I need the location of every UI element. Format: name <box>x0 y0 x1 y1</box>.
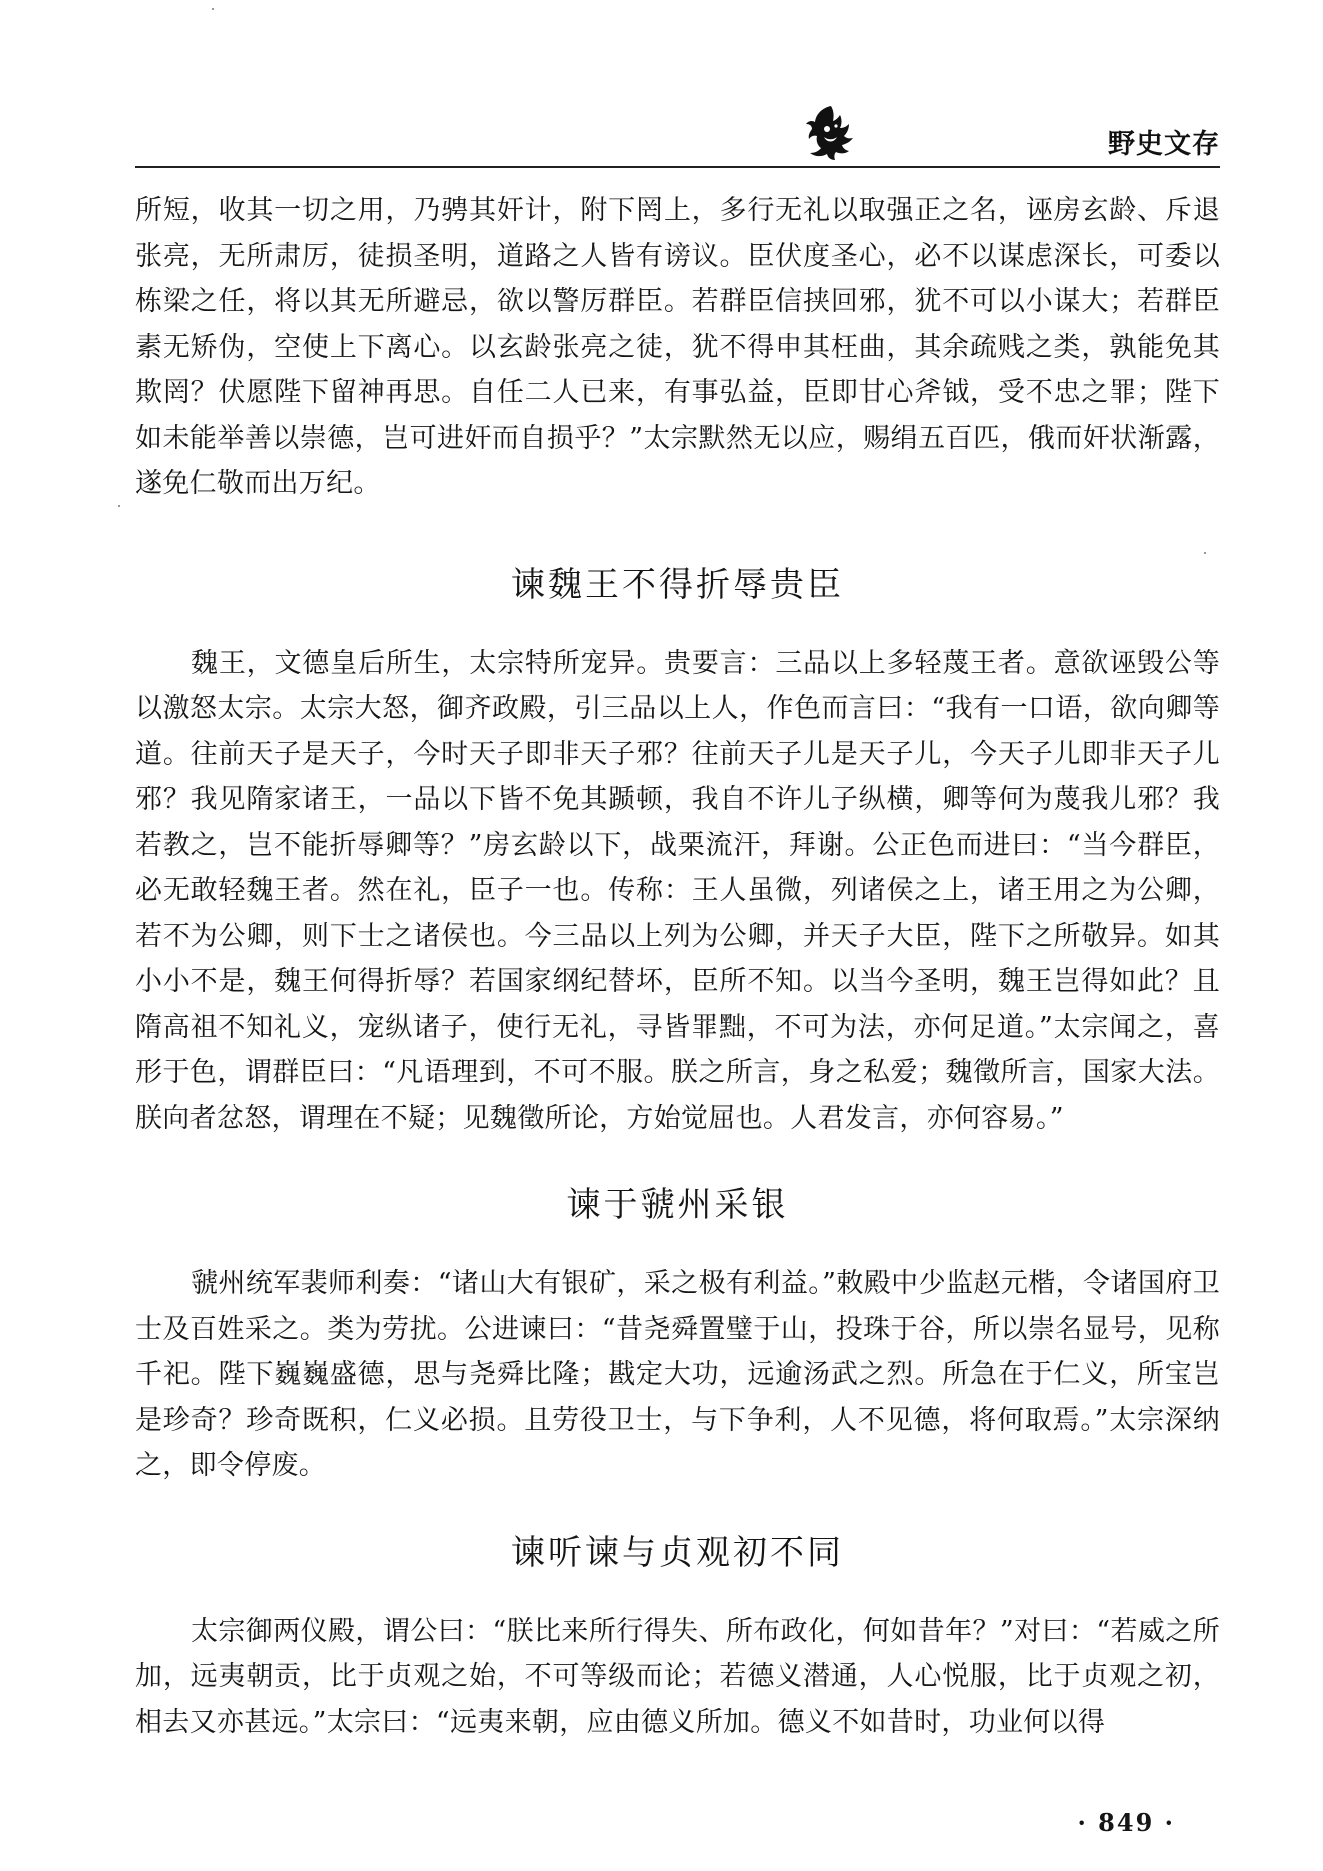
header-rule <box>135 166 1220 168</box>
page-body <box>135 188 1220 1745</box>
section-paragraph-2: 虢州统军裴师利奏：“诸山大有银矿，采之极有利益。”敕殿中少监赵元楷，令诸国府卫士及百姓采之。类为劳扰。公进谏曰：“昔尧舜置璧于山，投珠于谷，所以崇名显号，见称千祀。陛下巍巍盛德，思与尧舜比隆；戡定大功，远逾汤武之烈。所急在于仁义，所宝岂是珍奇？珍奇既积，仁义必损。且劳役卫士，与下争利，人不见德，将何取焉。”太宗深纳之，即令停废。 <box>135 1268 1220 1481</box>
section-paragraph-3: 太宗御两仪殿，谓公曰：“朕比来所行得失、所布政化，何如昔年？”对曰：“若威之所加，远夷朝贡，比于贞观之始，不可等级而论；若德义潜通，人心悦服，比于贞观之初，相去又亦甚远。”太宗曰：“远夷来朝，应由德义所加。德义不如昔时，功业何以得 <box>135 1615 1220 1738</box>
section-heading-3: 谏听谏与贞观初不同 <box>511 1532 844 1573</box>
section-heading-2: 谏于虢州采银 <box>566 1185 789 1225</box>
section-paragraph-1: 魏王，文德皇后所生，太宗特所宠异。贵要言：三品以上多轻蔑王者。意欲诬毁公等以激怒太宗。太宗大怒，御齐政殿，引三品以上人，作色而言曰：“我有一口语，欲向卿等道。往前天子是天子，今时天子即非天子邪？往前天子儿是天子儿，今天子儿即非天子儿邪？我见隋家诸王，一品以下皆不免其踬顿，我自不许儿子纵横，卿等何为蔑我儿邪？我若教之，岂不能折辱卿等？”房玄龄以下，战栗流汗，拜谢。公正色而进曰：“当今群臣，必无敢轻魏王者。然在礼，臣子一也。传称：王人虽微，列诸侯之上，诸王用之为公卿，若不为公卿，则下士之诸侯也。今三品以上列为公卿，并天子大臣，陛下之所敬异。如其小小不是，魏王何得折辱？若国家纲纪替坏，臣所不知。以当今圣明，魏王岂得如此？且隋高祖不知礼义，宠纵诸子，使行无礼，寻皆罪黜，不可为法，亦何足道。”太宗闻之，喜形于色，谓群臣曰：“凡语理到，不可不服。朕之所言，身之私爱；魏徵所言，国家大法。朕向者忿怒，谓理在不疑；见魏徵所论，方始觉屈也。人君发言，亦何容易。” <box>135 647 1220 1134</box>
scan-speck <box>118 505 120 507</box>
section-heading-1: 谏魏王不得折辱贵臣 <box>511 564 844 605</box>
page-number: · 849 · <box>1077 1808 1175 1837</box>
scan-speck <box>1204 552 1206 554</box>
dragon-emblem-icon <box>800 102 862 164</box>
series-title: 野史文存 <box>1108 129 1220 160</box>
scan-speck <box>212 8 214 10</box>
running-header <box>135 100 1220 170</box>
continuation-paragraph: 所短，收其一切之用，乃骋其奸计，附下罔上，多行无礼以取强正之名，诬房玄龄、斥退张亮，无所肃厉，徒损圣明，道路之人皆有谤议。臣伏度圣心，必不以谋虑深长，可委以栋梁之任，将以其无所避忌，欲以警厉群臣。若群臣信挟回邪，犹不可以小谋大；若群臣素无矫伪，空使上下离心。以玄龄张亮之徒，犹不得申其枉曲，其余疏贱之类，孰能免其欺罔？伏愿陛下留神再思。自任二人已来，有事弘益，臣即甘心斧钺，受不忠之罪；陛下如未能举善以崇德，岂可进奸而自损乎？”太宗默然无以应，赐绢五百匹，俄而奸状渐露，遂免仁敬而出万纪。 <box>135 195 1220 499</box>
